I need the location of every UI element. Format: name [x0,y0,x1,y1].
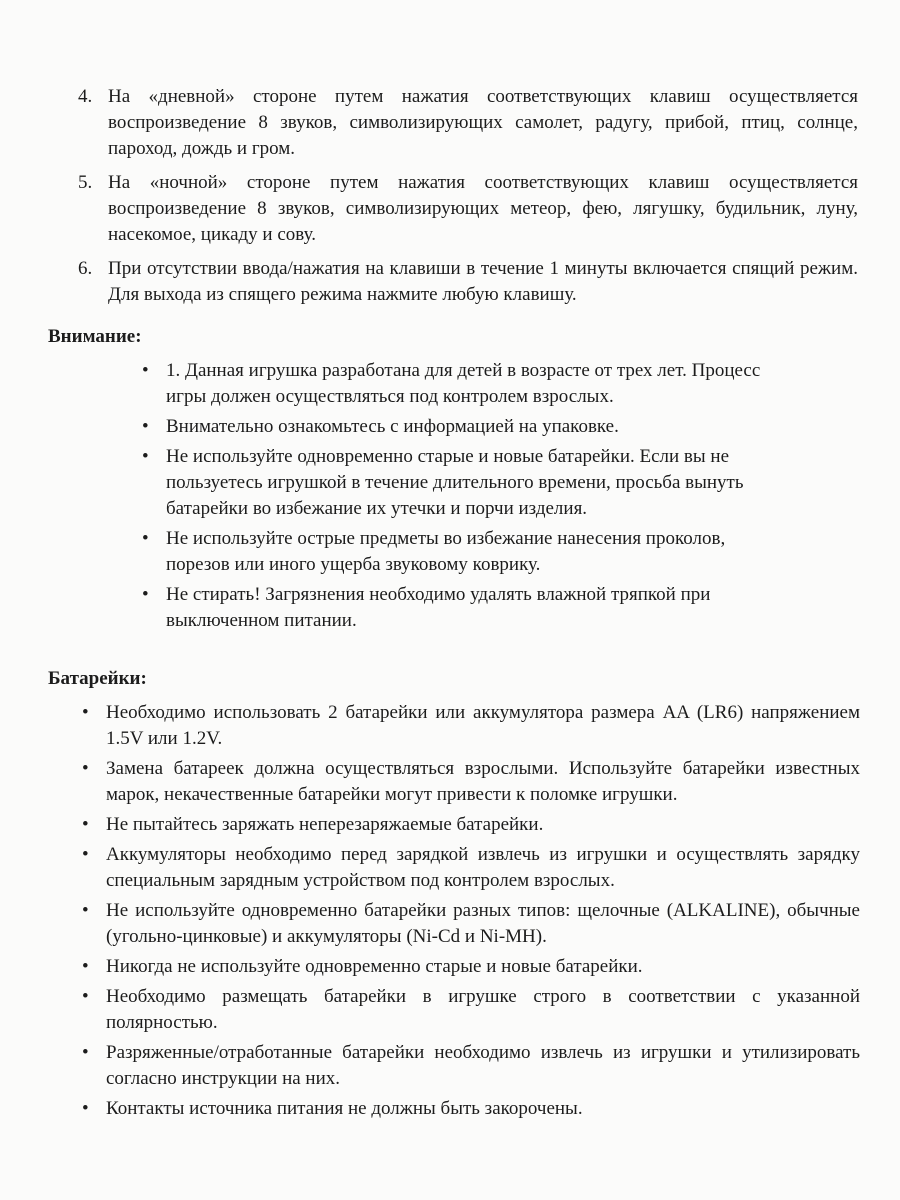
list-item [78,984,860,1036]
list-item [138,358,788,410]
bullet-icon: • [82,844,89,865]
bullet-icon: • [82,814,89,835]
item-text: Не используйте одновременно батарейки разных типов: щелочные (ALKALINE), обычные (угольно-цинковые) и аккумуляторы (Ni-Cd и Ni-MH). [106,900,860,947]
bullet-icon: • [142,446,149,467]
item-text: Замена батареек должна осуществляться взрослыми. Используйте батарейки известных марок, некачественные батарейки могут привести к поломке игрушки. [106,758,860,805]
list-item [78,812,860,838]
item-text: Внимательно ознакомьтесь с информацией на упаковке. [166,416,619,437]
list-item [78,84,858,162]
list-item [78,842,860,894]
list-item [78,1040,860,1092]
item-text: Не используйте острые предметы во избежание нанесения проколов, порезов или иного ущерба звуковому коврику. [166,528,726,575]
list-item [138,526,788,578]
list-item [78,256,858,308]
warning-heading: Внимание: [48,326,142,347]
list-item [78,170,858,248]
batteries-heading: Батарейки: [48,668,147,689]
list-item [78,700,860,752]
item-text: Не пытайтесь заряжать неперезаряжаемые батарейки. [106,814,544,835]
list-item [138,414,788,440]
item-text: Аккумуляторы необходимо перед зарядкой извлечь из игрушки и осуществлять зарядку специальным зарядным устройством под контролем взрослых. [106,844,860,891]
item-text: Не стирать! Загрязнения необходимо удалять влажной тряпкой при выключенном питании. [166,584,711,631]
bullet-icon: • [142,360,149,381]
bullet-icon: • [82,956,89,977]
bullet-icon: • [82,1098,89,1119]
list-item [138,582,788,634]
item-text: Необходимо размещать батарейки в игрушке строго в соответствии с указанной полярностью. [106,986,860,1033]
bullet-icon: • [82,986,89,1007]
list-item [78,1096,860,1122]
bullet-icon: • [142,416,149,437]
item-text: При отсутствии ввода/нажатия на клавиши в течение 1 минуты включается спящий режим. Для выхода из спящего режима нажмите любую клавишу. [108,258,858,305]
bullet-icon: • [82,702,89,723]
bullet-icon: • [82,900,89,921]
item-number: 6. [78,258,93,279]
item-text: Не используйте одновременно старые и новые батарейки. Если вы не пользуетесь игрушкой в течение длительного времени, просьба вынуть батарейки во избежание их утечки и порчи изделия. [166,446,744,519]
bullet-icon: • [82,758,89,779]
item-text: Никогда не используйте одновременно старые и новые батарейки. [106,956,643,977]
item-number: 4. [78,86,93,107]
bullet-icon: • [82,1042,89,1063]
bullet-icon: • [142,528,149,549]
list-item [78,756,860,808]
item-text: Контакты источника питания не должны быть закорочены. [106,1098,583,1119]
item-text: На «ночной» стороне путем нажатия соответствующих клавиш осуществляется воспроизведение 8 звуков, символизирующих метеор, фею, лягушку, будильник, луну, насекомое, цикаду и сову. [108,172,858,245]
warning-list [138,358,788,638]
item-text: На «дневной» стороне путем нажатия соответствующих клавиш осуществляется воспроизведение 8 звуков, символизирующих самолет, радугу, прибой, птиц, солнце, пароход, дождь и гром. [108,86,858,159]
list-item [78,954,860,980]
bullet-icon: • [142,584,149,605]
list-item [138,444,788,522]
item-text: Необходимо использовать 2 батарейки или аккумулятора размера AA (LR6) напряжением 1.5V или 1.2V. [106,702,860,749]
list-item [78,898,860,950]
numbered-list [78,84,858,316]
batteries-list [78,700,860,1126]
item-number: 5. [78,172,93,193]
item-text: 1. Данная игрушка разработана для детей в возрасте от трех лет. Процесс игры должен осуществляться под контролем взрослых. [166,360,761,407]
item-text: Разряженные/отработанные батарейки необходимо извлечь из игрушки и утилизировать согласно инструкции на них. [106,1042,860,1089]
